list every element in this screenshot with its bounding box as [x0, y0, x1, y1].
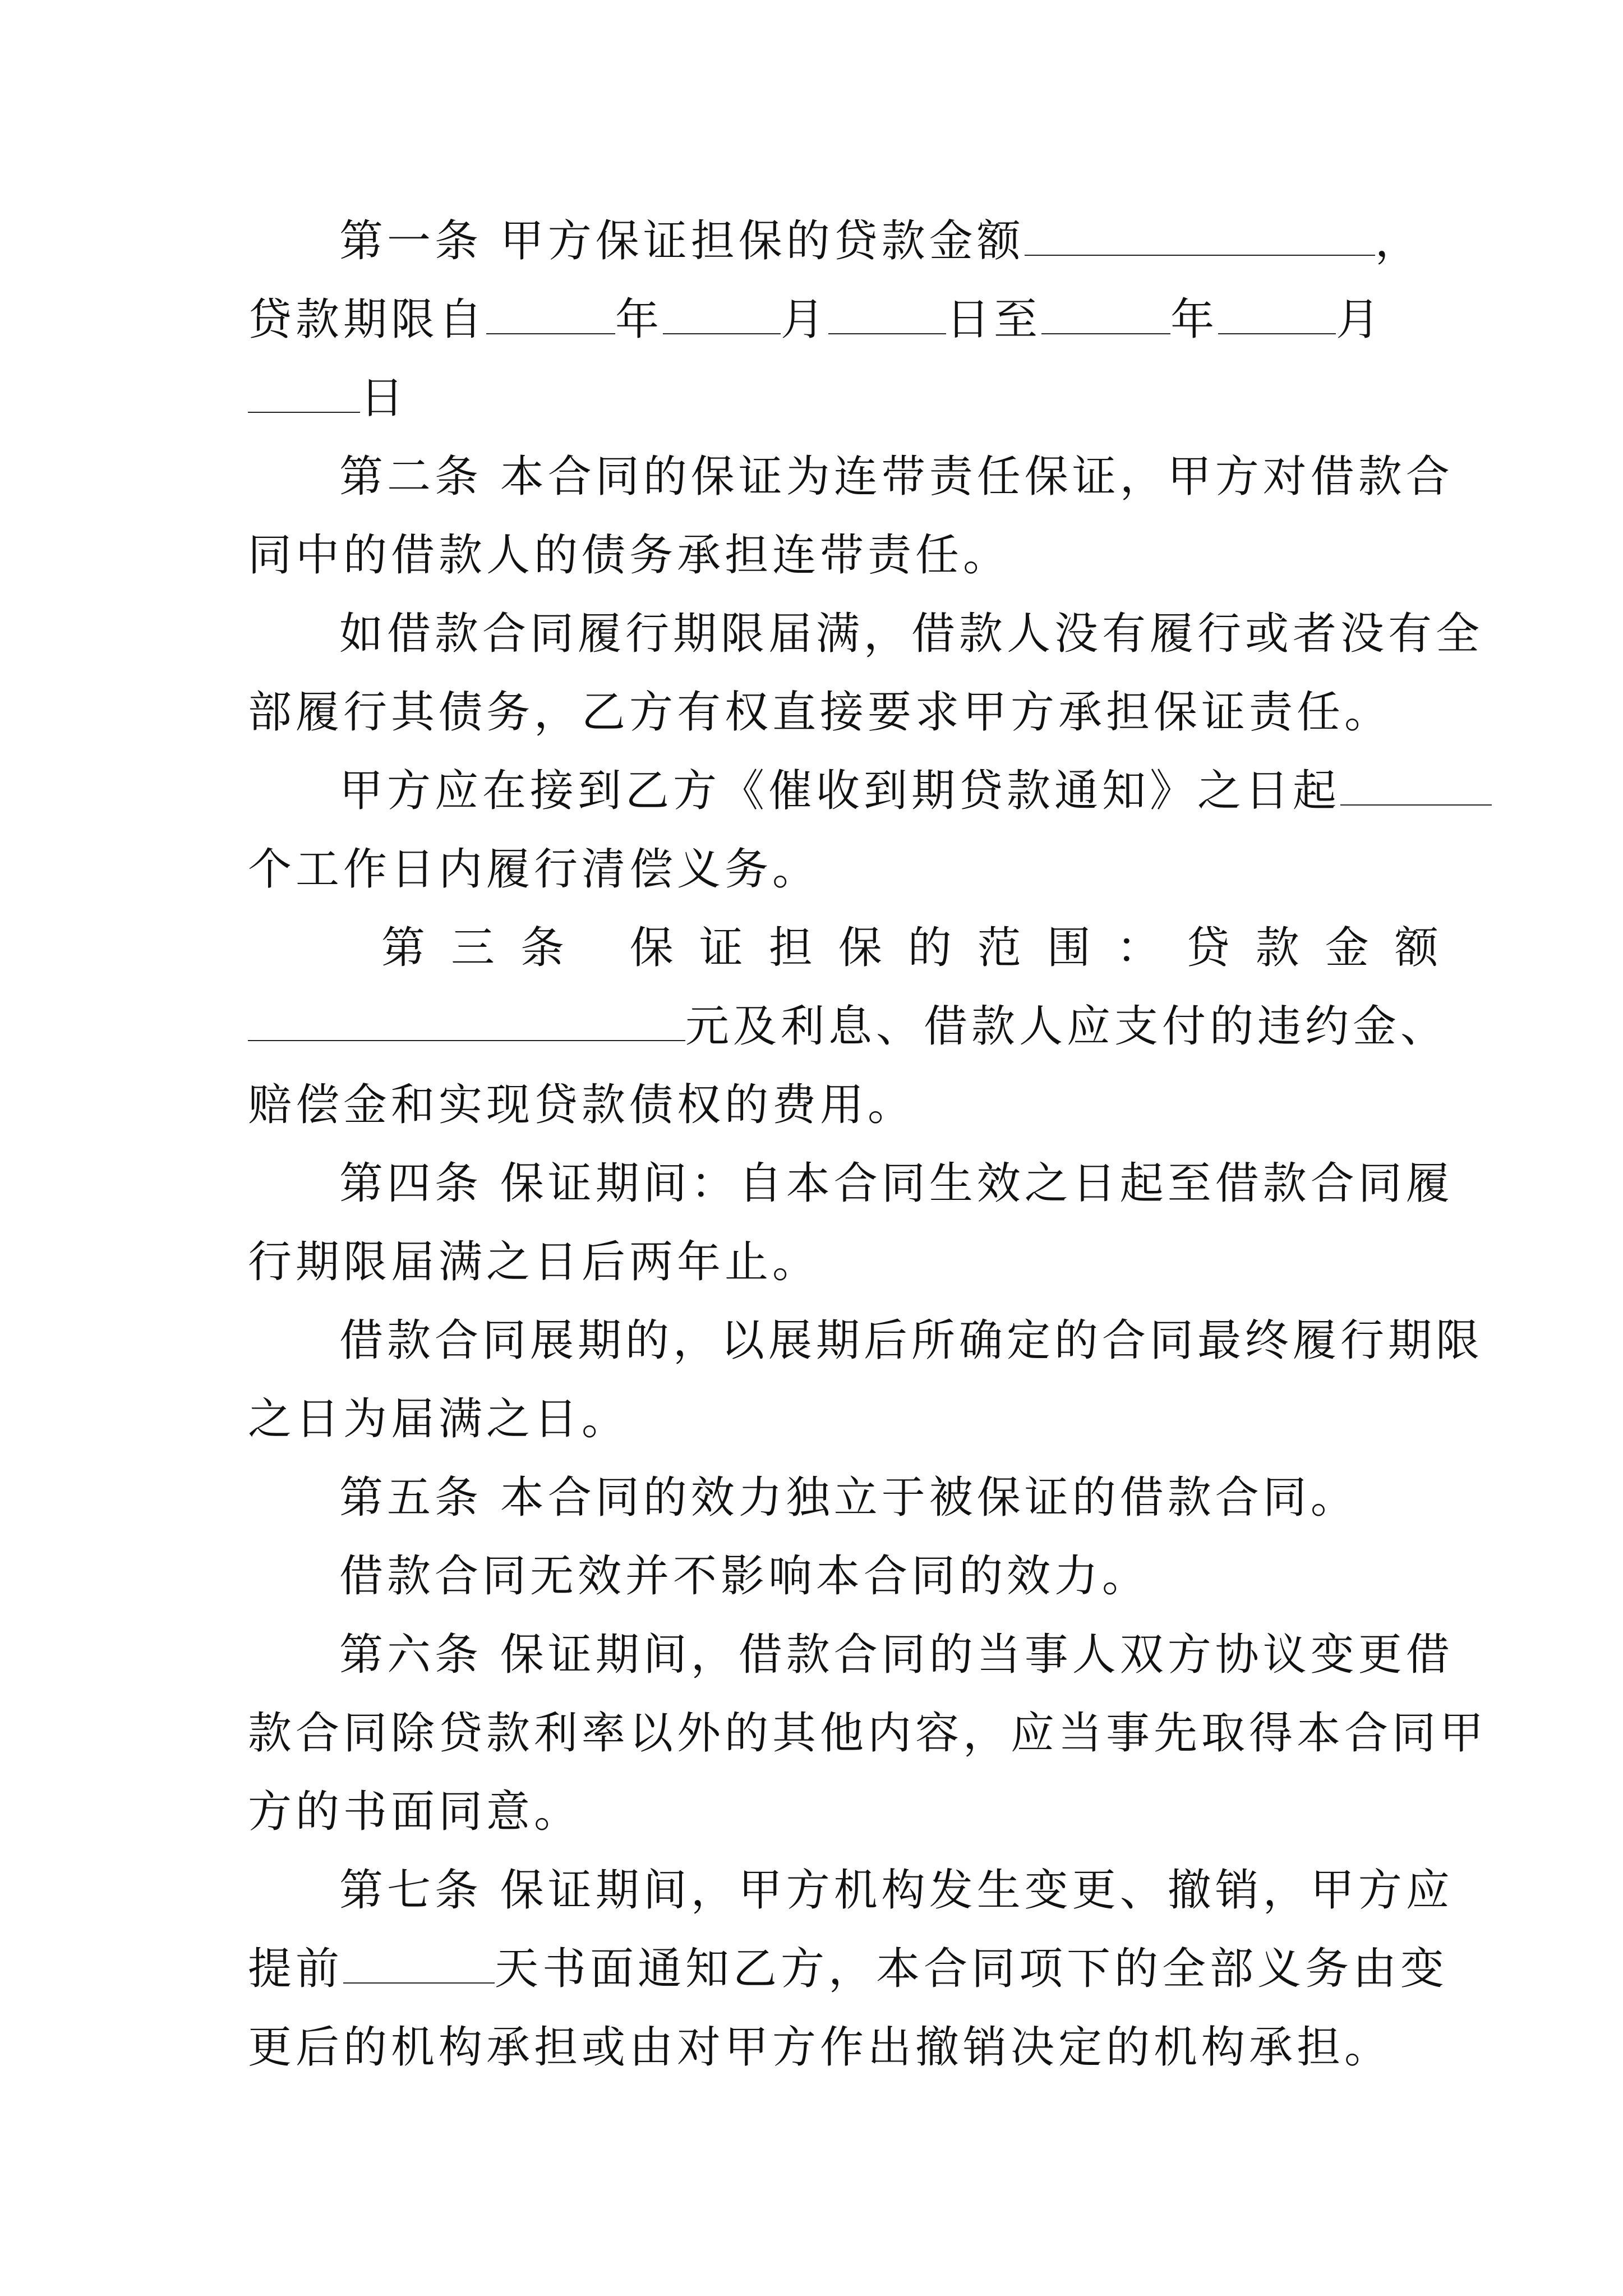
article-2-line-4: 部履行其债务，乙方有权直接要求甲方承担保证责任。	[248, 687, 1393, 738]
article-7-line-1: 第七条 保证期间，甲方机构发生变更、撤销，甲方应	[339, 1865, 1454, 1916]
article-5-line-2: 借款合同无效并不影响本合同的效力。	[339, 1551, 1150, 1602]
start-year-blank	[486, 294, 615, 334]
end-day-blank	[248, 372, 360, 413]
scope-text: 元及利息、借款人应支付的违约金、	[685, 1001, 1449, 1052]
loan-amount-blank	[1025, 215, 1375, 256]
article-1-line-2	[248, 292, 1384, 348]
end-month-blank	[1218, 294, 1336, 334]
article-2-line-5	[339, 763, 1492, 819]
article-2-line-3: 如借款合同履行期限届满，借款人没有履行或者没有全	[339, 609, 1484, 659]
month-label-2: 月	[1336, 295, 1384, 345]
article-4-line-2: 行期限届满之日后两年止。	[248, 1237, 820, 1287]
article-2-line-2: 同中的借款人的债务承担连带责任。	[248, 530, 1011, 581]
article-4-line-1: 第四条 保证期间：自本合同生效之日起至借款合同履	[339, 1158, 1454, 1209]
notice-text: 甲方应在接到乙方《催收到期贷款通知》之日起	[339, 766, 1341, 816]
article-6-line-1: 第六条 保证期间，借款合同的当事人双方协议变更借	[339, 1630, 1454, 1680]
article-7-line-2	[248, 1941, 1448, 1997]
article-6-line-2: 款合同除贷款利率以外的其他内容，应当事先取得本合同甲	[248, 1708, 1488, 1759]
notice-days-blank	[343, 1943, 495, 1984]
article-1-text: 第一条 甲方保证担保的贷款金额	[339, 216, 1025, 266]
year-label: 年	[615, 295, 663, 345]
start-day-blank	[828, 294, 946, 334]
article-6-line-3: 方的书面同意。	[248, 1787, 582, 1837]
article-4-line-4: 之日为届满之日。	[248, 1394, 630, 1444]
article-5-line-1: 第五条 本合同的效力独立于被保证的借款合同。	[339, 1473, 1358, 1523]
article-3-line-2	[248, 999, 1448, 1055]
start-month-blank	[663, 294, 781, 334]
article-2-line-6: 个工作日内履行清偿义务。	[248, 844, 820, 895]
end-year-blank	[1041, 294, 1170, 334]
year-label-2: 年	[1170, 295, 1219, 345]
guarantee-amount-blank	[248, 1001, 685, 1041]
advance-label: 提前	[248, 1944, 344, 1994]
day-label: 日	[360, 373, 408, 424]
article-1-line-3	[248, 370, 408, 426]
workdays-blank	[1340, 765, 1492, 806]
day-to-label: 日至	[946, 295, 1042, 345]
article-3-line-3: 赔偿金和实现贷款债权的费用。	[248, 1080, 916, 1130]
article-4-line-3: 借款合同展期的，以展期后所确定的合同最终履行期限	[339, 1315, 1484, 1366]
article-3-line-1: 第三条 保证担保的范围：贷款金额	[381, 923, 1464, 973]
article-2-line-1: 第二条 本合同的保证为连带责任保证，甲方对借款合	[339, 452, 1454, 502]
loan-term-label: 贷款期限自	[248, 295, 487, 345]
article-7-line-3: 更后的机构承担或由对甲方作出撤销决定的机构承担。	[248, 2022, 1393, 2073]
article-1-line-1	[339, 213, 1423, 269]
notice-text-2: 天书面通知乙方，本合同项下的全部义务由变	[495, 1944, 1449, 1994]
month-label: 月	[781, 295, 829, 345]
comma: ，	[1375, 216, 1423, 266]
